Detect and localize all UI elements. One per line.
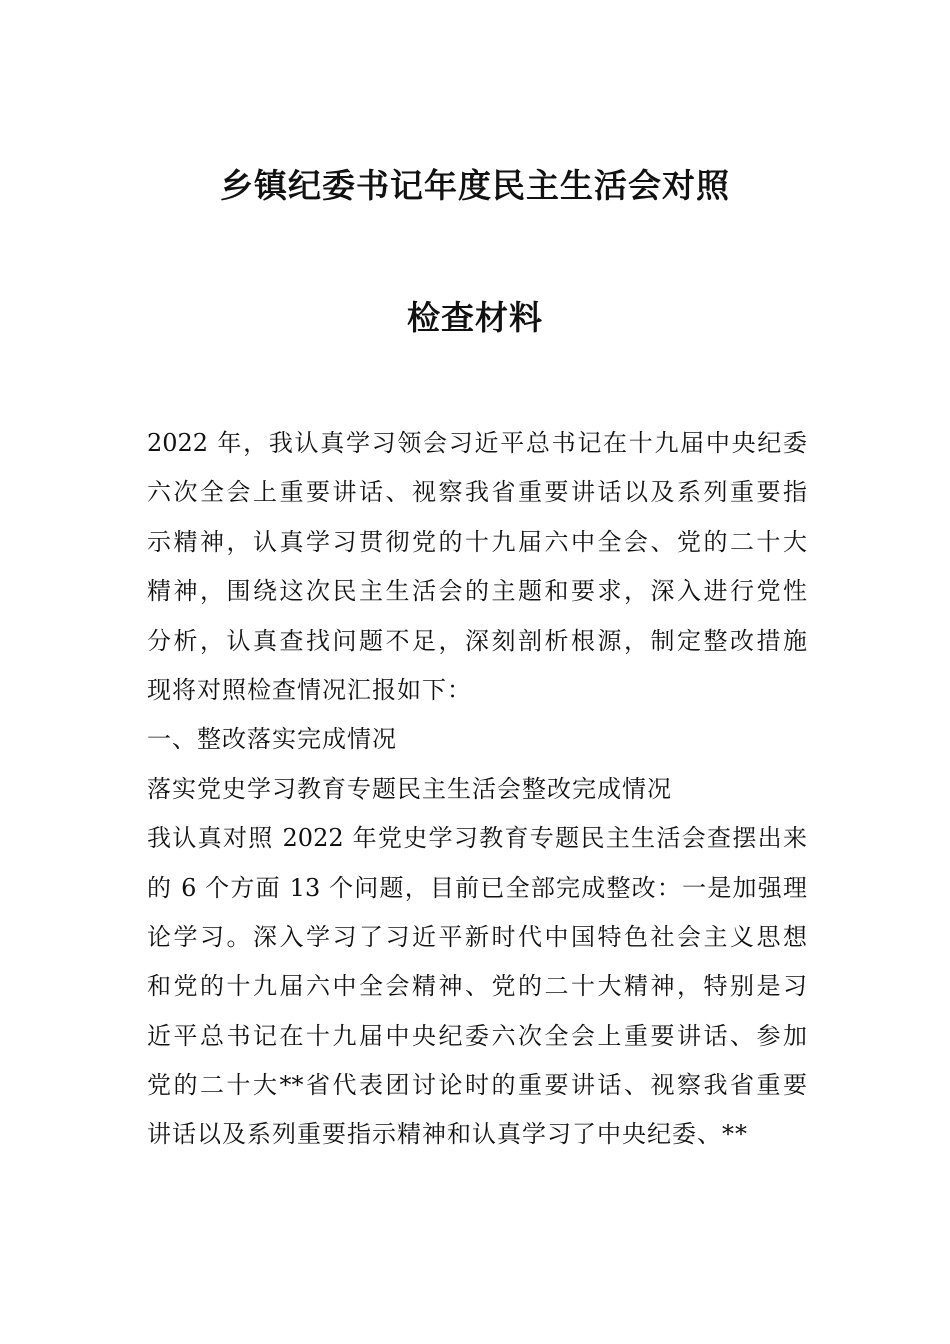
body-line: 2022 年，我认真学习领会习近平总书记在十九届中央纪委 bbox=[147, 429, 807, 457]
document-title-line-2: 检查材料 bbox=[407, 298, 543, 337]
body-line: 论学习。深入学习了习近平新时代中国特色社会主义思想 bbox=[147, 922, 807, 951]
body-line: 和党的十九届六中全会精神、党的二十大精神，特别是习 bbox=[147, 972, 807, 1001]
section-heading: 一、整改落实完成情况 bbox=[147, 725, 397, 754]
body-line: 近平总书记在十九届中央纪委六次全会上重要讲话、参加 bbox=[147, 1021, 807, 1050]
document-body bbox=[147, 425, 807, 1166]
document-title-line-1: 乡镇纪委书记年度民主生活会对照 bbox=[220, 166, 730, 205]
body-line: 现将对照检查情况汇报如下： bbox=[147, 675, 472, 704]
body-line: 党的二十大**省代表团讨论时的重要讲话、视察我省重要 bbox=[147, 1071, 807, 1100]
body-line: 讲话以及系列重要指示精神和认真学习了中央纪委、** bbox=[147, 1120, 748, 1149]
subsection-heading: 落实党史学习教育专题民主生活会整改完成情况 bbox=[147, 774, 672, 803]
body-line: 精神，围绕这次民主生活会的主题和要求，深入进行党性 bbox=[147, 577, 807, 606]
body-line: 示精神，认真学习贯彻党的十九届六中全会、党的二十大 bbox=[147, 527, 807, 556]
body-line: 我认真对照 2022 年党史学习教育专题民主生活会查摆出来 bbox=[147, 824, 807, 853]
body-line: 六次全会上重要讲话、视察我省重要讲话以及系列重要指 bbox=[147, 478, 807, 507]
body-line: 分析，认真查找问题不足，深刻剖析根源，制定整改措施 bbox=[147, 626, 807, 655]
body-line: 的 6 个方面 13 个问题，目前已全部完成整改：一是加强理 bbox=[147, 873, 807, 902]
